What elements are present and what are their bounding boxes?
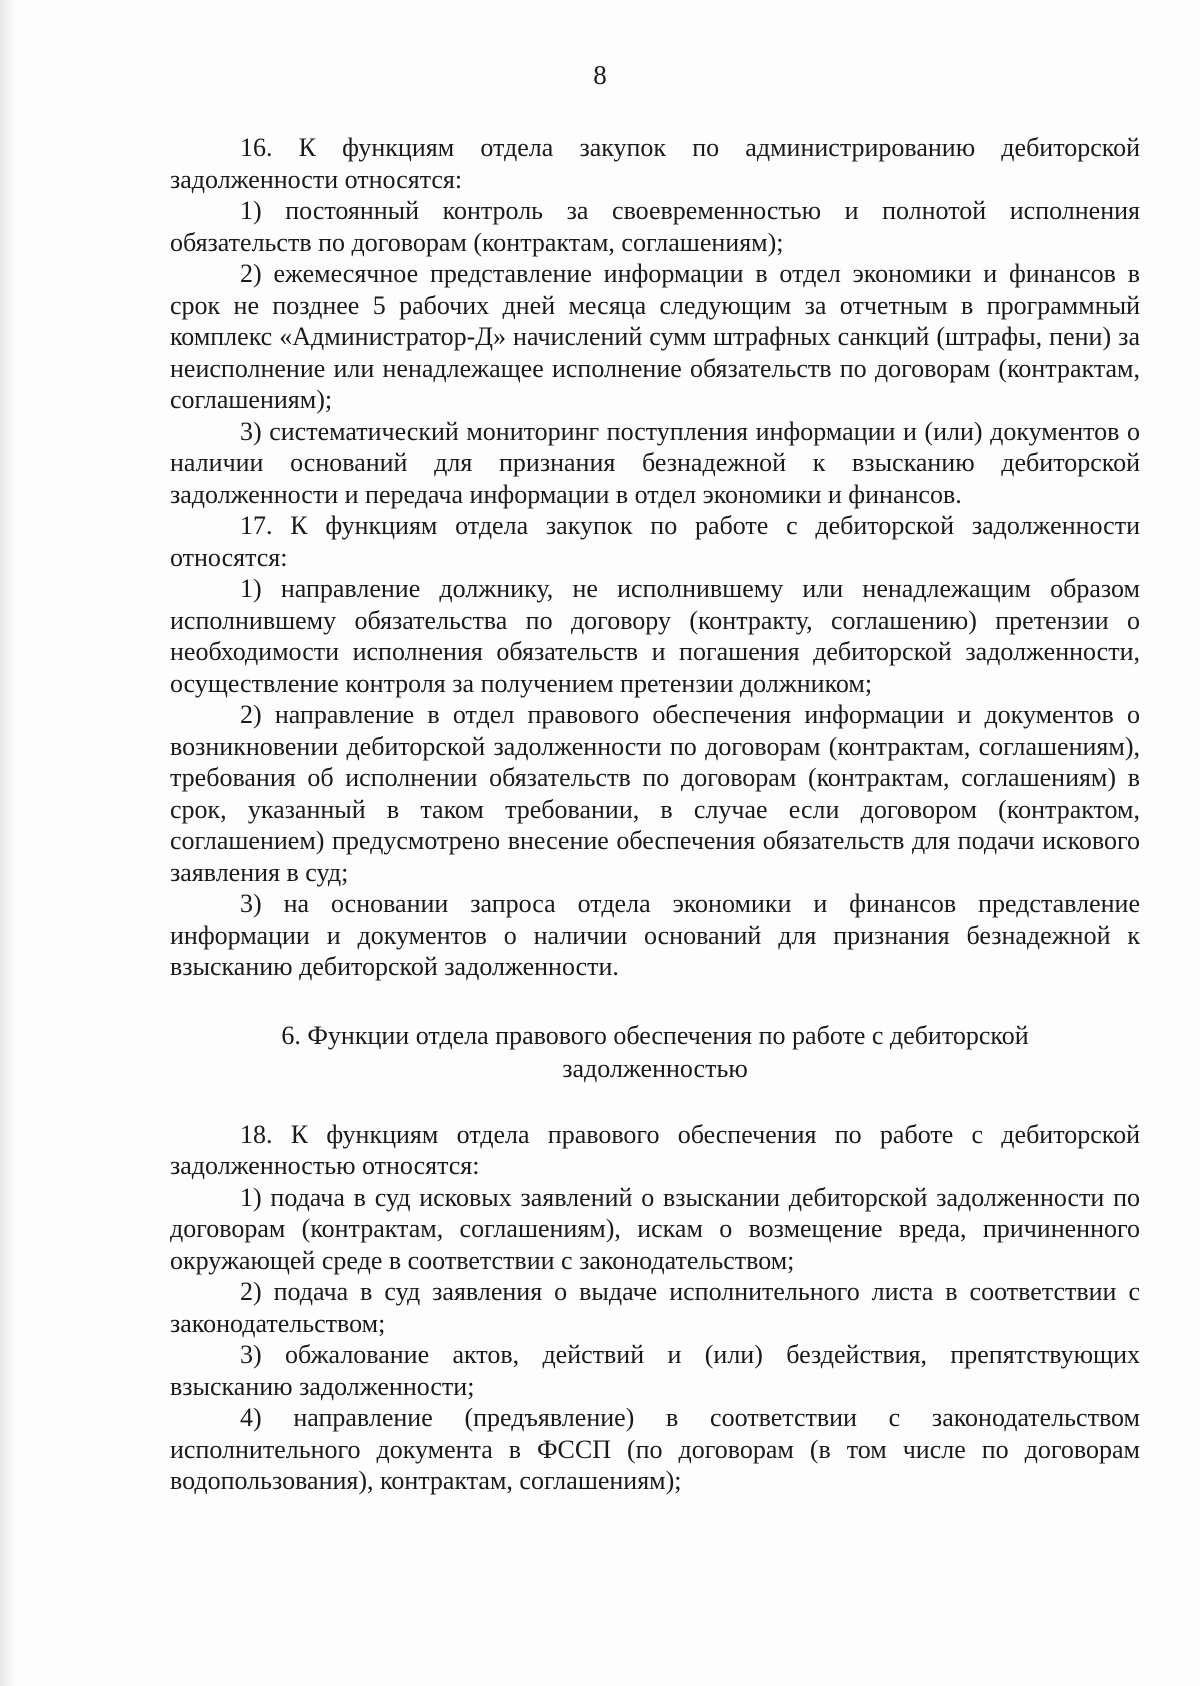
paragraph-17-item-3: 3) на основании запроса отдела экономики и финансов представление информации и документов о наличии оснований для признания безнадежной к взысканию дебиторской задолженности. <box>170 889 1140 981</box>
paragraph-17-item-2: 2) направление в отдел правового обеспечения информации и документов о возникновении дебиторской задолженности по договорам (контрактам, соглашениям), требования об исполнении обязательств по договорам (контрактам, соглашениям) в срок, указанный в таком требовании, в случае если договором (контрактом, соглашением) предусмотрено внесение обеспечения обязательств для подачи искового заявления в суд; <box>170 700 1140 887</box>
paragraph-18-item-1: 1) подача в суд исковых заявлений о взыскании дебиторской задолженности по договорам (контрактам, соглашениям), искам о возмещение вреда, причиненного окружающей среде в соответствии с законодательством; <box>170 1182 1140 1275</box>
scan-edge <box>0 0 14 1686</box>
paragraph-18-item-2: 2) подача в суд заявления о выдаче исполнительного листа в соответствии с законодательством; <box>170 1277 1140 1338</box>
document-body <box>170 132 1140 1497</box>
page-number: 8 <box>593 60 607 90</box>
paragraph-18-item-3: 3) обжалование актов, действий и (или) бездействия, препятствующих взысканию задолженности; <box>170 1340 1140 1401</box>
section-heading: 6. Функции отдела правового обеспечения по работе с дебиторской задолженностью <box>281 1020 1029 1083</box>
paragraph-18-item-4: 4) направление (предъявление) в соответствии с законодательством исполнительного документа в ФССП (по договорам (в том числе по договорам водопользования), контрактам, соглашениям); <box>170 1403 1140 1495</box>
paragraph-16-item-1: 1) постоянный контроль за своевременностью и полнотой исполнения обязательств по договорам (контрактам, соглашениям); <box>170 196 1140 257</box>
paragraph-17: 17. К функциям отдела закупок по работе с дебиторской задолженности относятся: <box>170 511 1140 572</box>
paragraph-18: 18. К функциям отдела правового обеспечения по работе с дебиторской задолженностью относятся: <box>170 1119 1140 1180</box>
paragraph-16-item-3: 3) систематический мониторинг поступления информации и (или) документов о наличии оснований для признания безнадежной к взысканию дебиторской задолженности и передача информации в отдел экономики и финансов. <box>170 416 1140 509</box>
paragraph-16: 16. К функциям отдела закупок по администрированию дебиторской задолженности относятся: <box>170 133 1140 194</box>
paragraph-16-item-2: 2) ежемесячное представление информации в отдел экономики и финансов в срок не позднее 5 рабочих дней месяца следующим за отчетным в программный комплекс «Администратор-Д» начислений сумм штрафных санкций (штрафы, пени) за неисполнение или ненадлежащее исполнение обязательств по договорам (контрактам, соглашениям); <box>170 259 1140 414</box>
paragraph-17-item-1: 1) направление должнику, не исполнившему или ненадлежащим образом исполнившему обязательства по договору (контракту, соглашению) претензии о необходимости исполнения обязательств и погашения дебиторской задолженности, осуществление контроля за получением претензии должником; <box>170 574 1140 698</box>
